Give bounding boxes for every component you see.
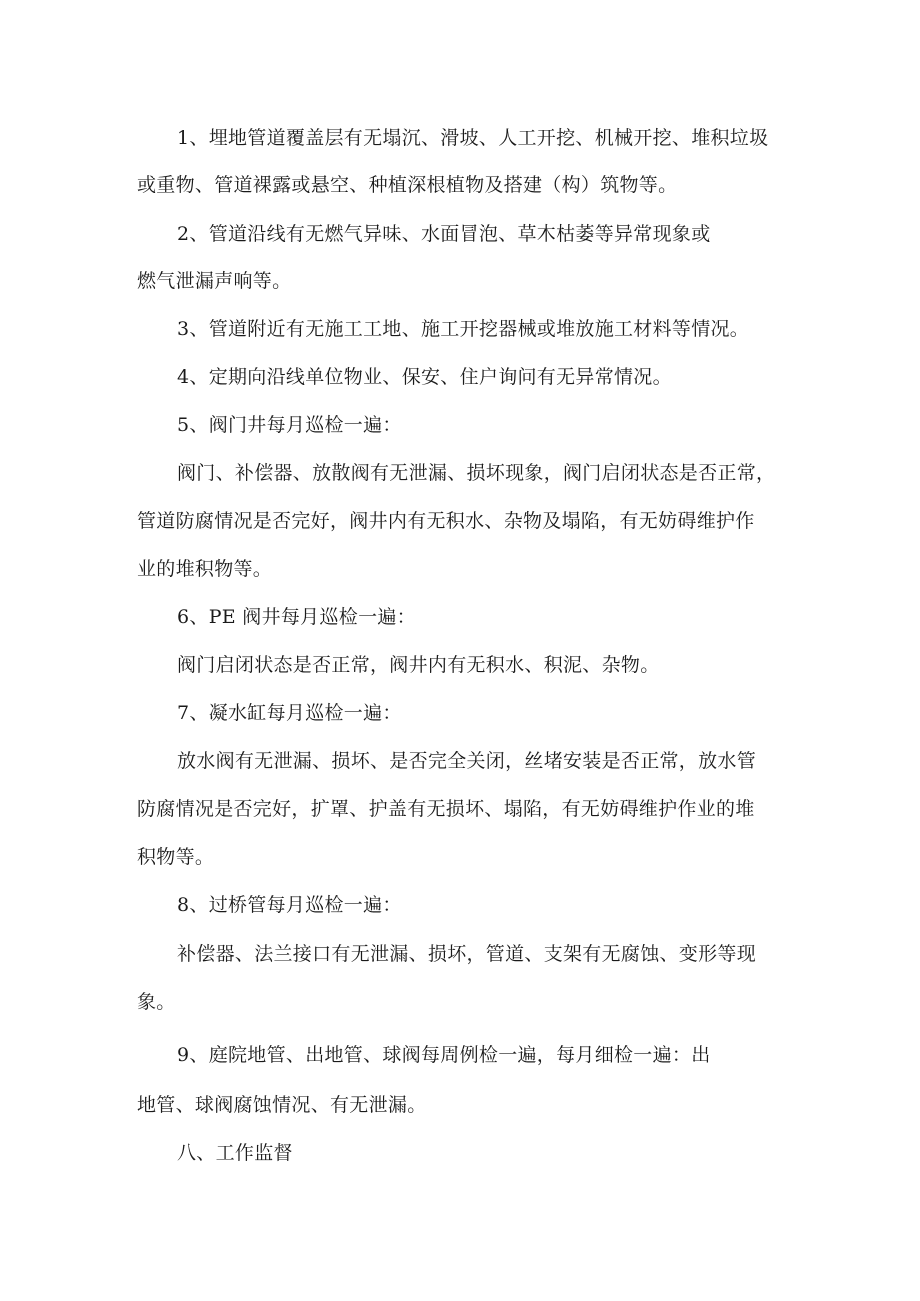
text-line-11: 6、PE 阀井每月巡检一遍： — [177, 606, 416, 628]
text-line-3: 2、管道沿线有无燃气异味、水面冒泡、草木枯萎等异常现象或 — [177, 223, 711, 245]
text-line-14: 放水阀有无泄漏、损坏、是否完全关闭，丝堵安装是否正常，放水管 — [177, 750, 757, 772]
text-line-22: 八、工作监督 — [177, 1142, 293, 1164]
text-line-8: 阀门、补偿器、放散阀有无泄漏、损坏现象，阀门启闭状态是否正常， — [177, 462, 776, 484]
text-line-5: 3、管道附近有无施工工地、施工开挖器械或堆放施工材料等情况。 — [177, 318, 750, 340]
text-line-7: 5、阀门井每月巡检一遍： — [177, 414, 402, 436]
text-line-1: 1、埋地管道覆盖层有无塌沉、滑坡、人工开挖、机械开挖、堆积垃圾 — [177, 127, 769, 149]
text-line-21: 地管、球阀腐蚀情况、有无泄漏。 — [137, 1094, 427, 1116]
text-line-10: 业的堆积物等。 — [137, 558, 273, 580]
text-line-16: 积物等。 — [137, 846, 215, 868]
text-line-12: 阀门启闭状态是否正常，阀井内有无积水、积泥、杂物。 — [177, 654, 660, 676]
text-line-6: 4、定期向沿线单位物业、保安、住户询问有无异常情况。 — [177, 366, 672, 388]
text-line-19: 象。 — [137, 991, 176, 1013]
text-line-17: 8、过桥管每月巡检一遍： — [177, 894, 402, 916]
text-line-4: 燃气泄漏声响等。 — [137, 270, 292, 292]
text-line-15: 防腐情况是否完好，扩罩、护盖有无损坏、塌陷，有无妨碍维护作业的堆 — [137, 798, 755, 820]
text-line-18: 补偿器、法兰接口有无泄漏、损坏，管道、支架有无腐蚀、变形等现 — [177, 943, 757, 965]
text-line-20: 9、庭院地管、出地管、球阀每周例检一遍，每月细检一遍：出 — [177, 1044, 711, 1066]
text-line-9: 管道防腐情况是否完好，阀井内有无积水、杂物及塌陷，有无妨碍维护作 — [137, 510, 755, 532]
text-line-13: 7、凝水缸每月巡检一遍： — [177, 702, 402, 724]
text-line-2: 或重物、管道裸露或悬空、种植深根植物及搭建（构）筑物等。 — [137, 174, 678, 196]
